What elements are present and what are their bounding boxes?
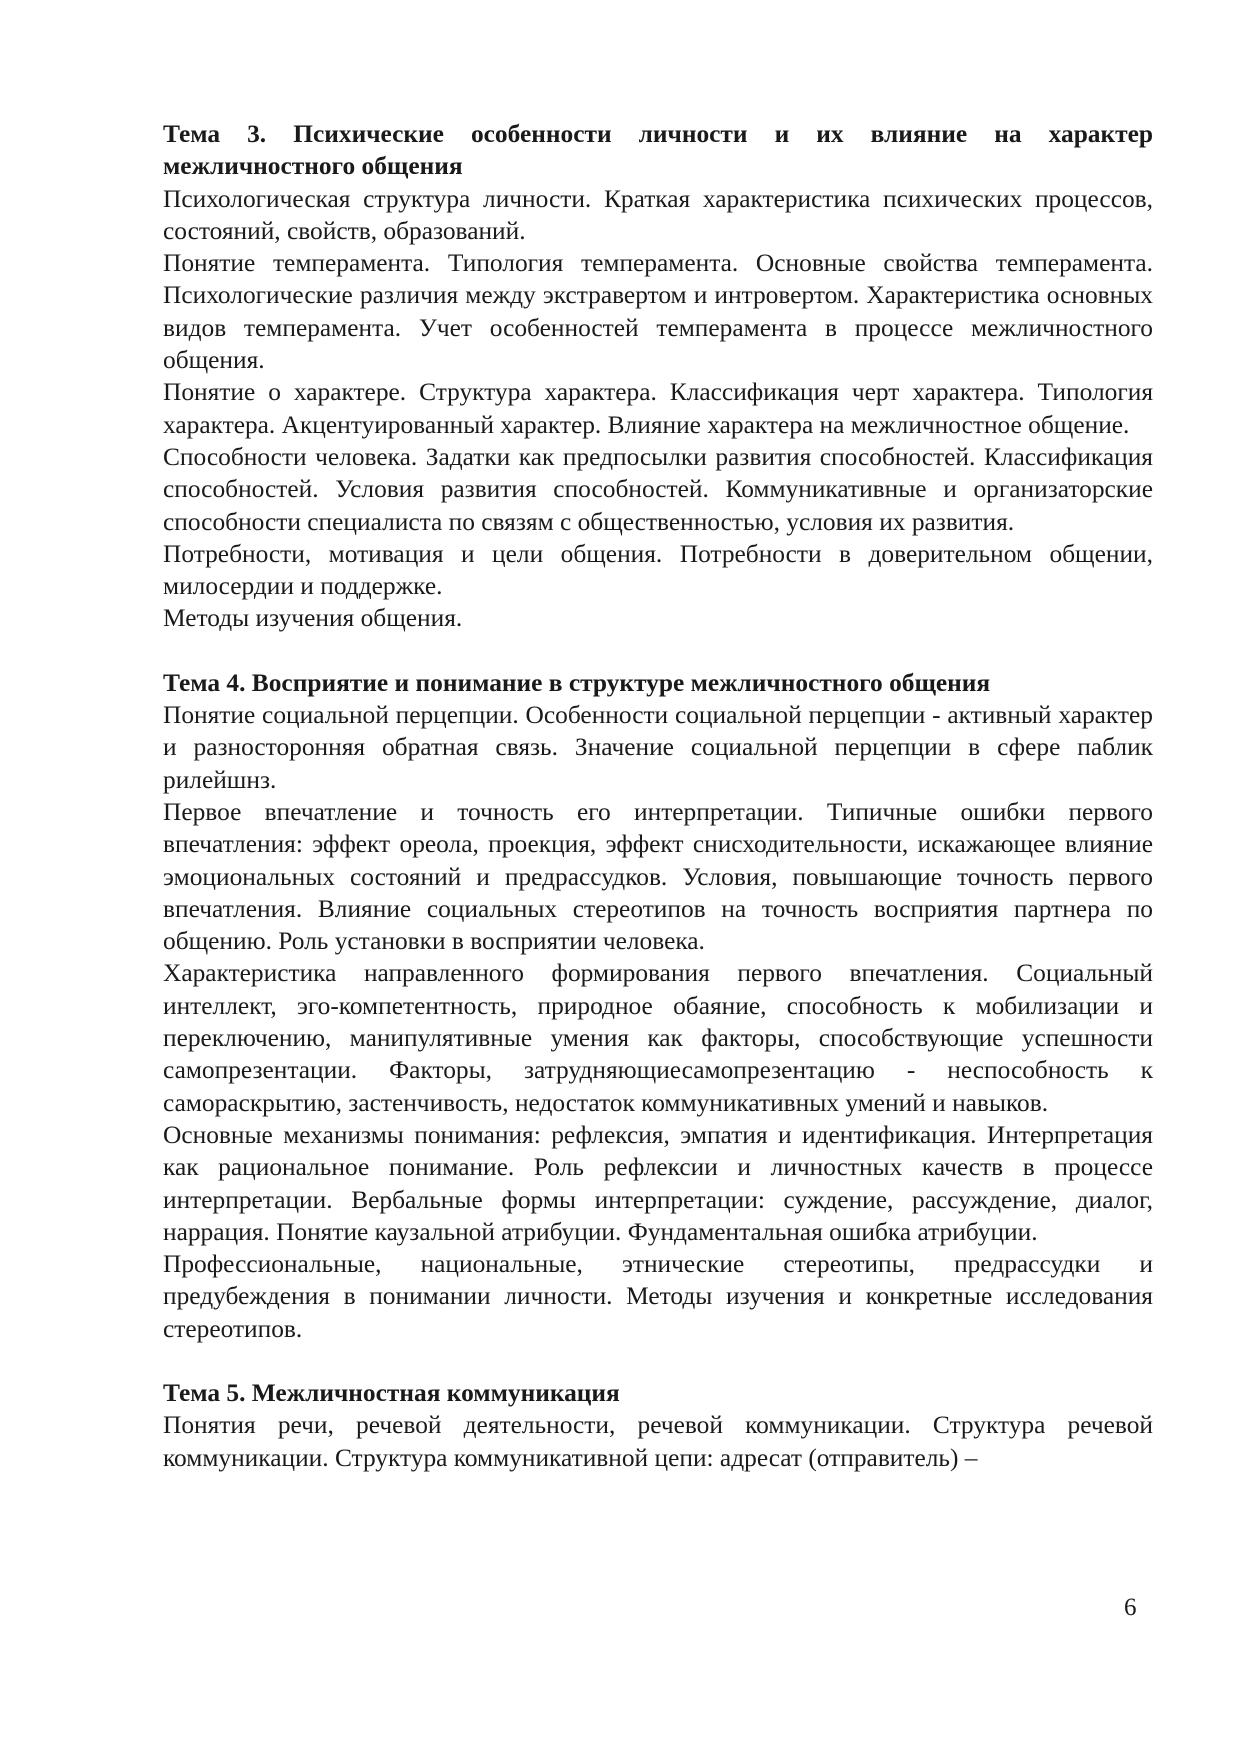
- paragraph: Первое впечатление и точность его интерпретации. Типичные ошибки первого впечатления: эффект ореола, проекция, эффект снисходительности, искажающее влияние эмоциональных состояний и предрассудков. Условия, повышающие точность первого впечатления. Влияние социальных стереотипов на точность восприятия партнера по общению. Роль установки в восприятии человека.: [163, 797, 1153, 956]
- section-title: Тема 3. Психические особенности личности и их влияние на характер межличностного общения: [163, 120, 1153, 181]
- paragraph: Профессиональные, национальные, этнические стереотипы, предрассудки и предубеждения в понимании личности. Методы изучения и конкретные исследования стереотипов.: [163, 1250, 1153, 1343]
- section-topic-4: [163, 667, 1153, 1345]
- paragraph: Понятие темперамента. Типология темперамента. Основные свойства темперамента. Психологические различия между экстравертом и интровертом. Характеристика основных видов темперамента. Учет особенностей темперамента в процессе межличностного общения.: [163, 249, 1153, 375]
- paragraph: Способности человека. Задатки как предпосылки развития способностей. Классификация способностей. Условия развития способностей. Коммуникативные и организаторские способности специалиста по связям с общественностью, условия их развития.: [163, 442, 1153, 536]
- page-number: 6: [1124, 1594, 1137, 1621]
- paragraph: Методы изучения общения.: [163, 604, 463, 633]
- paragraph: Психологическая структура личности. Краткая характеристика психических процессов, состояний, свойств, образований.: [163, 184, 1153, 245]
- paragraph: Понятие о характере. Структура характера. Классификация черт характера. Типология характера. Акцентуированный характер. Влияние характера на межличностное общение.: [163, 378, 1153, 439]
- page-content: [163, 118, 1153, 1474]
- section-title: Тема 4. Восприятие и понимание в структуре межличностного общения: [163, 668, 991, 697]
- paragraph: Основные механизмы понимания: рефлексия, эмпатия и идентификация. Интерпретация как рациональное понимание. Роль рефлексии и личностных качеств в процессе интерпретации. Вербальные формы интерпретации: суждение, рассуждение, диалог, наррация. Понятие каузальной атрибуции. Фундаментальная ошибка атрибуции.: [163, 1120, 1153, 1246]
- paragraph: Понятия речи, речевой деятельности, речевой коммуникации. Структура речевой коммуникации. Структура коммуникативной цепи: адресат (отправитель) –: [163, 1411, 1153, 1472]
- section-topic-5: [163, 1377, 1153, 1474]
- paragraph: Характеристика направленного формирования первого впечатления. Социальный интеллект, эго-компетентность, природное обаяние, способность к мобилизации и переключению, манипулятивные умения как факторы, способствующие успешности самопрезентации. Факторы, затрудняющиесамопрезентацию - неспособность к самораскрытию, застенчивость, недостаток коммуникативных умений и навыков.: [163, 959, 1153, 1117]
- section-title: Тема 5. Межличностная коммуникация: [163, 1378, 620, 1407]
- paragraph: Потребности, мотивация и цели общения. Потребности в доверительном общении, милосердии и поддержке.: [163, 539, 1153, 601]
- paragraph: Понятие социальной перцепции. Особенности социальной перцепции - активный характер и разносторонняя обратная связь. Значение социальной перцепции в сфере паблик рилейшнз.: [163, 701, 1153, 794]
- section-topic-3: [163, 118, 1153, 635]
